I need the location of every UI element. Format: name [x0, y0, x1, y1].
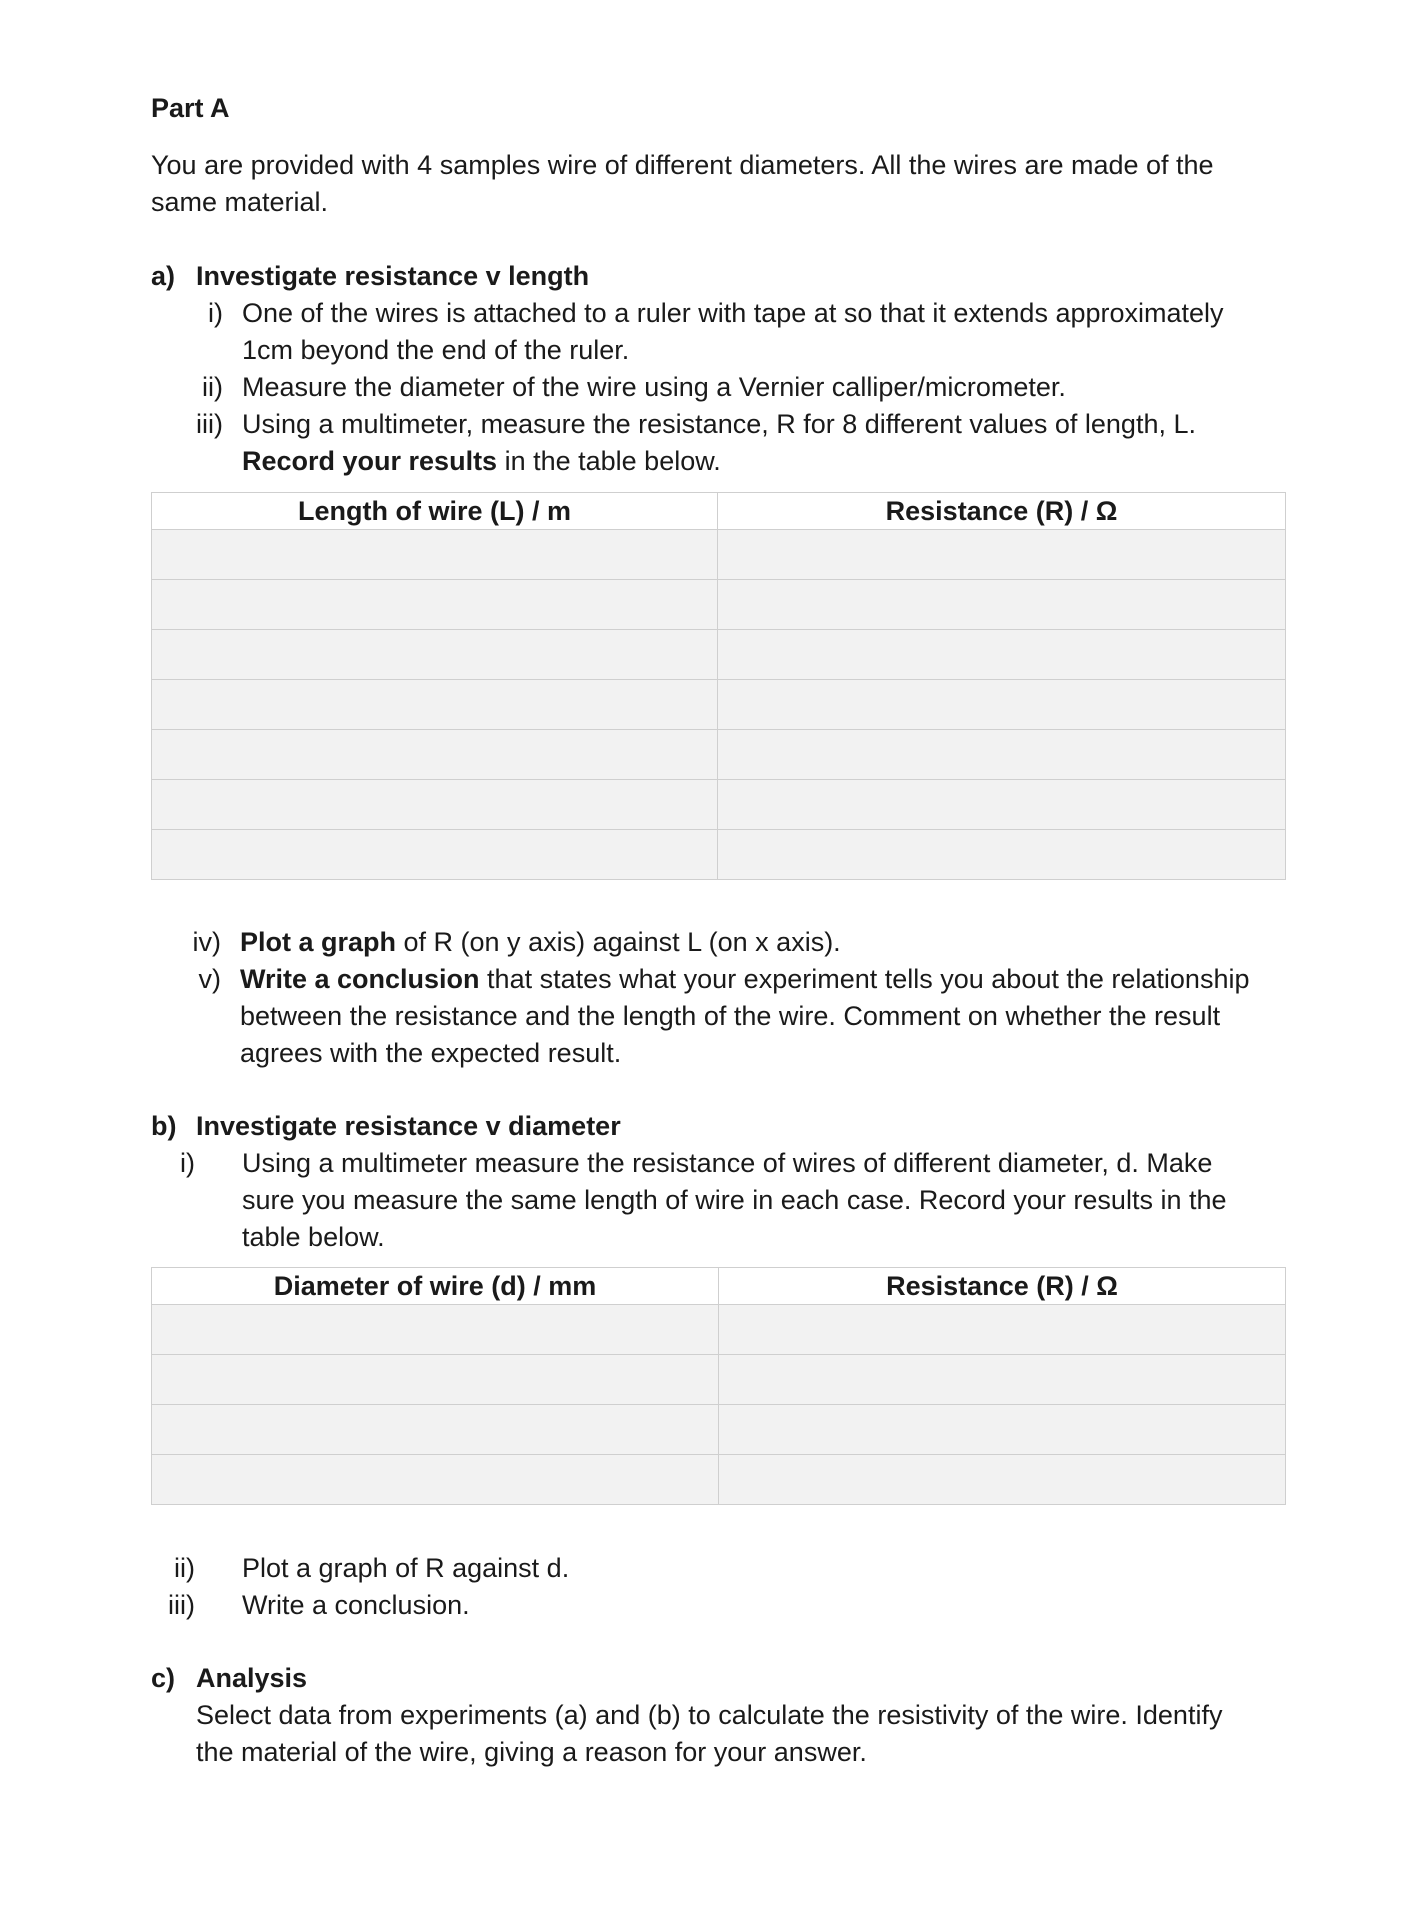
- step-b-iii-number: iii): [168, 1590, 195, 1620]
- step-b-ii-number: ii): [174, 1553, 195, 1583]
- plot-graph-rest: of R (on y axis) against L (on x axis).: [396, 927, 841, 957]
- table-header-row: [152, 1268, 1286, 1305]
- section-a-title: Investigate resistance v length: [196, 261, 590, 291]
- step-b-i-line-1: Using a multimeter measure the resistance of wires of different diameter, d. Make: [242, 1148, 1213, 1178]
- table-row: [152, 780, 1286, 830]
- table-row: [152, 1405, 1286, 1455]
- step-a-i-line-1: One of the wires is attached to a ruler with tape at so that it extends approximately: [242, 298, 1224, 328]
- length-cell[interactable]: [152, 780, 718, 830]
- step-a-ii-number: ii): [202, 372, 223, 402]
- resistance-cell[interactable]: [718, 730, 1286, 780]
- section-b-title: Investigate resistance v diameter: [196, 1111, 621, 1141]
- table-row: [152, 1455, 1286, 1505]
- step-a-v-line-3: agrees with the expected result.: [240, 1038, 622, 1068]
- resistance-cell[interactable]: [718, 830, 1286, 880]
- length-cell[interactable]: [152, 730, 718, 780]
- table-row: [152, 830, 1286, 880]
- step-b-i-number: i): [180, 1148, 195, 1178]
- step-a-v-line-1: [240, 961, 1249, 998]
- step-a-v-number: v): [198, 964, 221, 994]
- length-cell[interactable]: [152, 630, 718, 680]
- header-resistance: Resistance (R) / Ω: [719, 1268, 1286, 1305]
- diameter-resistance-table: [151, 1267, 1286, 1505]
- table-header-row: [152, 493, 1286, 530]
- intro-line-1: You are provided with 4 samples wire of different diameters. All the wires are made of the: [151, 150, 1214, 180]
- length-cell[interactable]: [152, 530, 718, 580]
- write-conclusion-rest: that states what your experiment tells you about the relationship: [479, 964, 1250, 994]
- record-results-bold: Record your results: [242, 446, 498, 476]
- plot-graph-bold: Plot a graph: [240, 927, 397, 957]
- header-length: Length of wire (L) / m: [152, 493, 718, 530]
- write-conclusion-bold: Write a conclusion: [240, 964, 480, 994]
- section-c-label: c): [151, 1663, 176, 1693]
- section-c-title: Analysis: [196, 1663, 308, 1693]
- table-row: [152, 730, 1286, 780]
- step-a-iii-line-1: Using a multimeter, measure the resistance, R for 8 different values of length, L.: [242, 409, 1196, 439]
- step-a-iv-number: iv): [192, 927, 221, 957]
- table-row: [152, 530, 1286, 580]
- intro-line-2: same material.: [151, 187, 329, 217]
- diameter-cell[interactable]: [152, 1305, 719, 1355]
- step-b-i-line-2: sure you measure the same length of wire in each case. Record your results in the: [242, 1185, 1227, 1215]
- step-a-iii-line-2: [242, 443, 721, 480]
- header-resistance: Resistance (R) / Ω: [718, 493, 1286, 530]
- length-cell[interactable]: [152, 830, 718, 880]
- step-a-ii-text: Measure the diameter of the wire using a Vernier calliper/micrometer.: [242, 372, 1066, 402]
- resistance-cell[interactable]: [719, 1355, 1286, 1405]
- section-b-label: b): [151, 1111, 177, 1141]
- resistance-cell[interactable]: [718, 680, 1286, 730]
- step-a-iv-text: [240, 924, 841, 961]
- step-a-v-line-2: between the resistance and the length of the wire. Comment on whether the result: [240, 1001, 1221, 1031]
- step-a-i-number: i): [208, 298, 223, 328]
- table-row: [152, 1355, 1286, 1405]
- resistance-cell[interactable]: [719, 1405, 1286, 1455]
- length-resistance-table: [151, 492, 1286, 880]
- step-a-i-line-2: 1cm beyond the end of the ruler.: [242, 335, 630, 365]
- table-row: [152, 680, 1286, 730]
- length-cell[interactable]: [152, 680, 718, 730]
- table-row: [152, 1305, 1286, 1355]
- resistance-cell[interactable]: [718, 780, 1286, 830]
- diameter-cell[interactable]: [152, 1355, 719, 1405]
- step-a-iii-number: iii): [196, 409, 223, 439]
- step-b-ii-text: Plot a graph of R against d.: [242, 1553, 570, 1583]
- diameter-cell[interactable]: [152, 1455, 719, 1505]
- diameter-cell[interactable]: [152, 1405, 719, 1455]
- resistance-cell[interactable]: [719, 1455, 1286, 1505]
- resistance-cell[interactable]: [718, 530, 1286, 580]
- table-row: [152, 630, 1286, 680]
- resistance-cell[interactable]: [719, 1305, 1286, 1355]
- table-row: [152, 580, 1286, 630]
- part-title: Part A: [151, 93, 230, 123]
- step-b-i-line-3: table below.: [242, 1222, 385, 1252]
- step-b-iii-text: Write a conclusion.: [242, 1590, 470, 1620]
- section-a-label: a): [151, 261, 176, 291]
- record-results-rest: in the table below.: [497, 446, 721, 476]
- section-c-line-1: Select data from experiments (a) and (b) to calculate the resistivity of the wire. Identify: [196, 1700, 1223, 1730]
- resistance-cell[interactable]: [718, 630, 1286, 680]
- resistance-cell[interactable]: [718, 580, 1286, 630]
- section-c-line-2: the material of the wire, giving a reason for your answer.: [196, 1737, 867, 1767]
- header-diameter: Diameter of wire (d) / mm: [152, 1268, 719, 1305]
- length-cell[interactable]: [152, 580, 718, 630]
